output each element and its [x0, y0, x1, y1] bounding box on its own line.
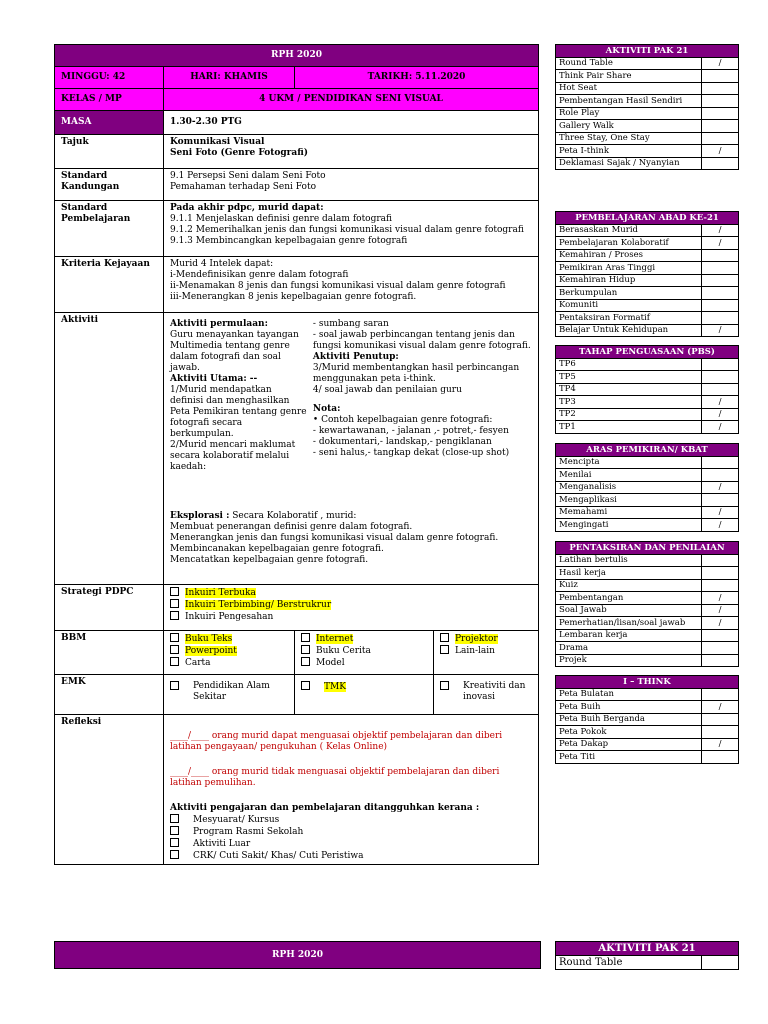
abad21-row	[556, 249, 739, 262]
bbm-col2: Internet Buku Cerita Model	[295, 631, 434, 675]
abad21-item-check[interactable]: /	[702, 224, 739, 237]
checkbox[interactable]	[170, 645, 179, 654]
abad21-table	[555, 211, 739, 337]
strategi-value: Inkuiri Terbuka Inkuiri Terbimbing/ Berstrukrur Inkuiri Pengesahan	[164, 585, 539, 631]
abad21-item-check[interactable]	[702, 287, 739, 300]
pak21-row	[556, 70, 739, 83]
pak21-item-check[interactable]	[702, 82, 739, 95]
minggu: MINGGU: 42	[55, 67, 164, 89]
pbs-row	[556, 383, 739, 396]
pbs-item-check[interactable]: /	[702, 396, 739, 409]
pentaksiran-row	[556, 629, 739, 642]
abad21-item-check[interactable]	[702, 274, 739, 287]
ithink-item-label: Peta Bulatan	[556, 688, 702, 701]
kelas-label: KELAS / MP	[55, 89, 164, 111]
pentaksiran-item-label: Soal Jawab	[556, 604, 702, 617]
ithink-item-check[interactable]: /	[702, 701, 739, 714]
aktiviti-label: Aktiviti	[55, 313, 164, 585]
kelas-value: 4 UKM / PENDIDIKAN SENI VISUAL	[164, 89, 539, 111]
pbs-title: TAHAP PENGUASAAN (PBS)	[556, 346, 739, 359]
pentaksiran-item-label: Projek	[556, 654, 702, 667]
pak21-row	[556, 82, 739, 95]
pak21-item-label: Peta I-think	[556, 145, 702, 158]
pentaksiran-row	[556, 604, 739, 617]
checkbox[interactable]	[440, 681, 449, 690]
pak21-row	[556, 57, 739, 70]
pentaksiran-table	[555, 541, 739, 667]
abad21-item-label: Berasaskan Murid	[556, 224, 702, 237]
pak21-item-check[interactable]: /	[702, 145, 739, 158]
kbat-row	[556, 506, 739, 519]
abad21-row	[556, 312, 739, 325]
kbat-item-check[interactable]	[702, 456, 739, 469]
pak21-item-check[interactable]	[702, 70, 739, 83]
kbat-title: ARAS PEMIKIRAN/ KBAT	[556, 444, 739, 457]
pak21-item-label: Pembentangan Hasil Sendiri	[556, 95, 702, 108]
bbm-col3: Projektor Lain-lain	[434, 631, 539, 675]
ithink-row	[556, 751, 739, 764]
abad21-title: PEMBELAJARAN ABAD KE-21	[556, 212, 739, 225]
pentaksiran-item-check[interactable]	[702, 642, 739, 655]
pentaksiran-item-label: Lembaran kerja	[556, 629, 702, 642]
sp-value: Pada akhir pdpc, murid dapat: 9.1.1 Menjelaskan definisi genre dalam fotografi 9.1.2 Memerihalkan jenis dan fungsi komunikasi visual dalam genre fotografi 9.1.3 Membincangkan kepelbagaian genre fotografi	[164, 201, 539, 257]
abad21-item-label: Pembelajaran Kolaboratif	[556, 237, 702, 250]
pbs-item-label: TP3	[556, 396, 702, 409]
sp-label: Standard Pembelajaran	[55, 201, 164, 257]
abad21-row	[556, 299, 739, 312]
pentaksiran-item-label: Pemerhatian/lisan/soal jawab	[556, 617, 702, 630]
ithink-row	[556, 688, 739, 701]
rph-title: RPH 2020	[55, 45, 539, 67]
kbat-item-check[interactable]: /	[702, 481, 739, 494]
ithink-title: I – THINK	[556, 676, 739, 689]
checkbox[interactable]	[170, 826, 179, 835]
abad21-row	[556, 237, 739, 250]
aktiviti-value	[164, 313, 539, 585]
pbs-item-check[interactable]	[702, 358, 739, 371]
refleksi-value: ____/____ orang murid dapat menguasai objektif pembelajaran dan diberi latihan pengayaan/ pengukuhan ( Kelas Online) ____/____ orang murid tidak menguasai objektif pembelajaran dan diberi latihan pemulihan. Aktiviti pengajaran dan pembelajaran ditangguhkan kerana : Mesyuarat/ Kursus Program Rasmi Sekolah Aktiviti Luar CRK/ Cuti Sakit/ Khas/ Cuti Peristiwa	[164, 715, 539, 865]
pentaksiran-item-check[interactable]	[702, 629, 739, 642]
ithink-item-check[interactable]	[702, 713, 739, 726]
pak21-row	[556, 120, 739, 133]
sk-value: 9.1 Persepsi Seni dalam Seni Foto Pemahaman terhadap Seni Foto	[164, 169, 539, 201]
pak21-item-label: Three Stay, One Stay	[556, 132, 702, 145]
kbat-item-check[interactable]	[702, 494, 739, 507]
pentaksiran-item-check[interactable]	[702, 554, 739, 567]
ithink-row	[556, 738, 739, 751]
checkbox[interactable]	[301, 633, 310, 642]
pentaksiran-item-check[interactable]: /	[702, 592, 739, 605]
tarikh: TARIKH: 5.11.2020	[295, 67, 539, 89]
kbat-item-label: Menilai	[556, 469, 702, 482]
checkbox[interactable]	[170, 599, 179, 608]
pentaksiran-item-label: Pembentangan	[556, 592, 702, 605]
pak21-row	[556, 107, 739, 120]
abad21-row	[556, 274, 739, 287]
kbat-item-check[interactable]: /	[702, 506, 739, 519]
abad21-item-check[interactable]	[702, 262, 739, 275]
kk-value: Murid 4 Intelek dapat: i-Mendefinisikan genre dalam fotografi ii-Menamakan 8 jenis dan fungsi komunikasi visual dalam genre fotografi iii-Menerangkan 8 jenis kepelbagaian genre fotografi.	[164, 257, 539, 313]
bbm-label: BBM	[55, 631, 164, 675]
pak21-item-label: Gallery Walk	[556, 120, 702, 133]
checkbox[interactable]	[301, 681, 310, 690]
pak21-item-check[interactable]	[702, 120, 739, 133]
kbat-item-label: Mengingati	[556, 519, 702, 532]
pentaksiran-item-check[interactable]: /	[702, 617, 739, 630]
pbs-item-check[interactable]: /	[702, 408, 739, 421]
abad21-row	[556, 224, 739, 237]
pentaksiran-item-label: Hasil kerja	[556, 567, 702, 580]
pentaksiran-row	[556, 617, 739, 630]
tajuk-value: Komunikasi Visual Seni Foto (Genre Fotografi)	[164, 135, 539, 169]
pak21-table	[555, 44, 739, 170]
ithink-item-check[interactable]	[702, 688, 739, 701]
pbs-item-label: TP1	[556, 421, 702, 434]
kbat-row	[556, 469, 739, 482]
pentaksiran-row	[556, 642, 739, 655]
pbs-row	[556, 408, 739, 421]
checkbox[interactable]	[170, 850, 179, 859]
ithink-row	[556, 701, 739, 714]
abad21-item-check[interactable]: /	[702, 324, 739, 337]
pentaksiran-title: PENTAKSIRAN DAN PENILAIAN	[556, 542, 739, 555]
abad21-item-check[interactable]: /	[702, 237, 739, 250]
masa-label: MASA	[55, 111, 164, 135]
abad21-item-check[interactable]	[702, 299, 739, 312]
tajuk-label: Tajuk	[55, 135, 164, 169]
hari: HARI: KHAMIS	[164, 67, 295, 89]
pentaksiran-item-label: Kuiz	[556, 579, 702, 592]
checkbox[interactable]	[301, 657, 310, 666]
ithink-item-check[interactable]	[702, 751, 739, 764]
pbs-item-check[interactable]	[702, 383, 739, 396]
pak21-row	[556, 157, 739, 170]
pak21-row	[556, 145, 739, 158]
pentaksiran-row	[556, 554, 739, 567]
checkbox[interactable]	[170, 587, 179, 596]
ithink-item-label: Peta Titi	[556, 751, 702, 764]
pak21-title: AKTIVITI PAK 21	[556, 45, 739, 58]
ithink-item-check[interactable]: /	[702, 738, 739, 751]
abad21-item-label: Komuniti	[556, 299, 702, 312]
pak21-item-check[interactable]: /	[702, 57, 739, 70]
pentaksiran-row	[556, 579, 739, 592]
kbat-row	[556, 519, 739, 532]
abad21-row	[556, 324, 739, 337]
abad21-item-label: Belajar Untuk Kehidupan	[556, 324, 702, 337]
eksplorasi: Eksplorasi : Secara Kolaboratif , murid: Membuat penerangan definisi genre dalam fotografi. Menerangkan jenis dan fungsi komunikasi visual dalam genre fotografi. Membincanakan kepelbagaian genre fotografi. Mencatatkan kepelbagaian genre fotografi.	[170, 511, 499, 565]
emk-col1: Pendidikan Alam Sekitar	[164, 675, 295, 715]
checkbox[interactable]	[301, 645, 310, 654]
pentaksiran-item-label: Drama	[556, 642, 702, 655]
kbat-row	[556, 481, 739, 494]
kbat-row	[556, 456, 739, 469]
next-pak21-table	[555, 941, 739, 970]
pak21-item-check[interactable]	[702, 132, 739, 145]
abad21-item-label: Berkumpulan	[556, 287, 702, 300]
pbs-item-check[interactable]: /	[702, 421, 739, 434]
ithink-item-label: Peta Pokok	[556, 726, 702, 739]
checkbox[interactable]	[170, 681, 179, 690]
abad21-item-check[interactable]	[702, 249, 739, 262]
kk-label: Kriteria Kejayaan	[55, 257, 164, 313]
pak21-item-check[interactable]	[702, 95, 739, 108]
bbm-col1: Buku Teks Powerpoint Carta	[164, 631, 295, 675]
abad21-row	[556, 262, 739, 275]
abad21-item-label: Kemahiran Hidup	[556, 274, 702, 287]
kbat-item-check[interactable]	[702, 469, 739, 482]
pbs-table	[555, 345, 739, 434]
kbat-row	[556, 494, 739, 507]
pak21-row	[556, 95, 739, 108]
strategi-label: Strategi PDPC	[55, 585, 164, 631]
pbs-item-label: TP4	[556, 383, 702, 396]
kbat-item-label: Mencipta	[556, 456, 702, 469]
checkbox[interactable]	[170, 633, 179, 642]
pentaksiran-row	[556, 654, 739, 667]
ithink-table	[555, 675, 739, 764]
refleksi-label: Refleksi	[55, 715, 164, 865]
emk-col2: TMK	[295, 675, 434, 715]
pak21-item-label: Deklamasi Sajak / Nyanyian	[556, 157, 702, 170]
rph-table	[54, 44, 539, 865]
pak21-item-label: Think Pair Share	[556, 70, 702, 83]
kbat-table	[555, 443, 739, 532]
pbs-item-label: TP6	[556, 358, 702, 371]
ithink-row	[556, 726, 739, 739]
emk-label: EMK	[55, 675, 164, 715]
pbs-row	[556, 421, 739, 434]
checkbox[interactable]	[170, 838, 179, 847]
abad21-item-label: Pemikiran Aras Tinggi	[556, 262, 702, 275]
kbat-item-check[interactable]: /	[702, 519, 739, 532]
ithink-item-label: Peta Dakap	[556, 738, 702, 751]
pak21-item-label: Round Table	[556, 57, 702, 70]
pbs-row	[556, 358, 739, 371]
pentaksiran-item-check[interactable]	[702, 567, 739, 580]
pak21-item-label: Role Play	[556, 107, 702, 120]
pak21-row	[556, 132, 739, 145]
pak21-item-check[interactable]	[702, 107, 739, 120]
checkbox[interactable]	[440, 645, 449, 654]
abad21-item-label: Kemahiran / Proses	[556, 249, 702, 262]
ithink-item-label: Peta Buih Berganda	[556, 713, 702, 726]
checkbox[interactable]	[440, 633, 449, 642]
pentaksiran-item-check[interactable]	[702, 579, 739, 592]
aktiviti-right: - sumbang saran - soal jawab perbincangan tentang jenis dan fungsi komunikasi visual dalam genre fotografi. Aktiviti Penutup: 3/Murid membentangkan hasil perbincangan menggunakan peta i-think. 4/ soal jawab dan penilaian guru Nota: • Contoh kepelbagaian genre fotografi: - kewartawanan, - jalanan ,- potret,- fesyen - dokumentari,- landskap,- pengiklanan - seni halus,- tangkap dekat (close-up shot)	[312, 319, 531, 458]
sk-label: Standard Kandungan	[55, 169, 164, 201]
pentaksiran-item-check[interactable]: /	[702, 604, 739, 617]
kbat-item-label: Mengaplikasi	[556, 494, 702, 507]
pentaksiran-row	[556, 592, 739, 605]
aktiviti-left: Aktiviti permulaan: Guru menayankan tayangan Multimedia tentang genre dalam fotografi dan soal jawab. Aktiviti Utama: -- 1/Murid mendapatkan definisi dan menghasilkan Peta Pemikiran tentang genre fotografi secara berkumpulan. 2/Murid mencari maklumat secara kolaboratif melalui kaedah:	[170, 319, 307, 472]
kbat-item-label: Memahami	[556, 506, 702, 519]
checkbox[interactable]	[170, 611, 179, 620]
pentaksiran-row	[556, 567, 739, 580]
abad21-row	[556, 287, 739, 300]
pbs-row	[556, 371, 739, 384]
abad21-item-check[interactable]	[702, 312, 739, 325]
checkbox[interactable]	[170, 814, 179, 823]
pentaksiran-item-check[interactable]	[702, 654, 739, 667]
pentaksiran-item-label: Latihan bertulis	[556, 554, 702, 567]
next-rph-title: RPH 2020	[54, 941, 541, 969]
pbs-row	[556, 396, 739, 409]
ithink-row	[556, 713, 739, 726]
next-pak21-title: AKTIVITI PAK 21	[556, 942, 739, 956]
pak21-item-label: Hot Seat	[556, 82, 702, 95]
pak21-item-check[interactable]	[702, 157, 739, 170]
checkbox[interactable]	[170, 657, 179, 666]
ithink-item-label: Peta Buih	[556, 701, 702, 714]
pbs-item-label: TP2	[556, 408, 702, 421]
kbat-item-label: Menganalisis	[556, 481, 702, 494]
abad21-item-label: Pentaksiran Formatif	[556, 312, 702, 325]
pbs-item-label: TP5	[556, 371, 702, 384]
emk-col3: Kreativiti dan inovasi	[434, 675, 539, 715]
next-pak21-item: Round Table	[556, 956, 702, 970]
ithink-item-check[interactable]	[702, 726, 739, 739]
masa-value: 1.30-2.30 PTG	[164, 111, 539, 135]
pbs-item-check[interactable]	[702, 371, 739, 384]
